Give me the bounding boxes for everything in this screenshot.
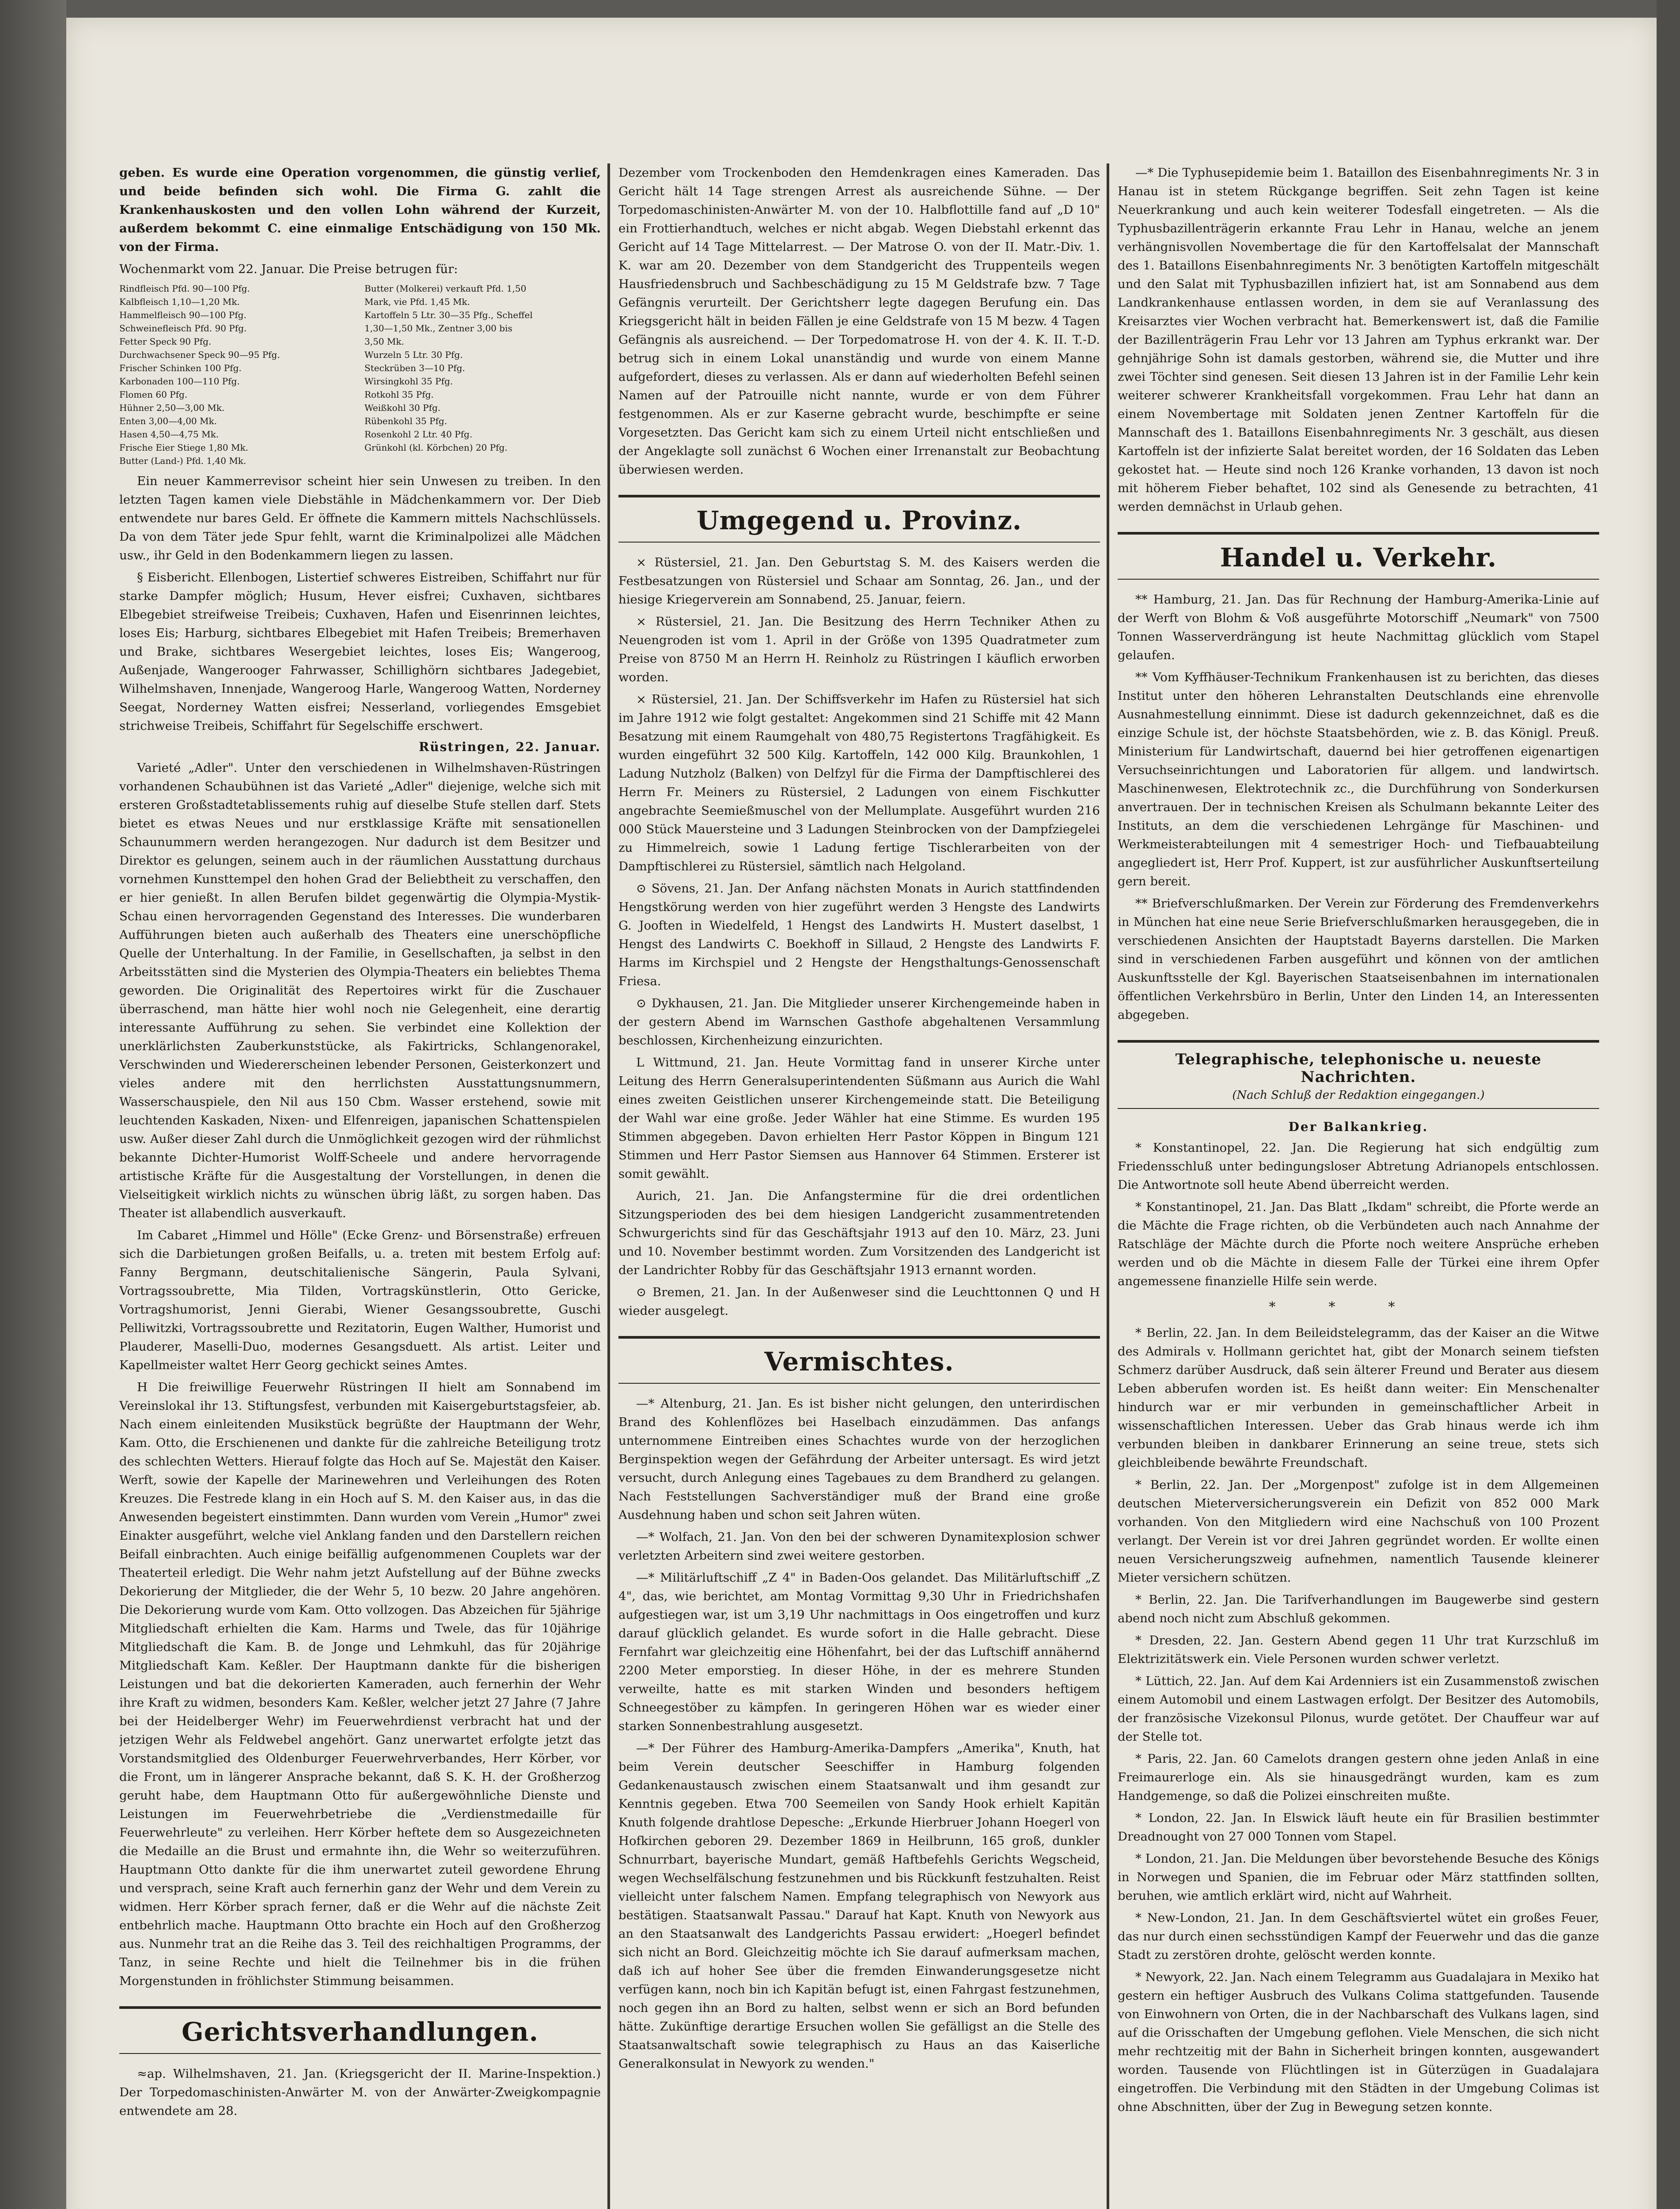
market-price-item: Karbonaden 100—110 Pfg. <box>119 376 240 387</box>
article-text: § Eisbericht. Ellenbogen, Listertief schweres Eistreiben, Schiffahrt nur für starke Dampfer möglich; Husum, Hever eisfrei; Cuxhaven, sichtbares Elbegebiet streifweise Treibeis; Cuxhaven, Hafen und Eisenrinnen leichtes, loses Eis; Harburg, sichtbares Elbegebiet mit Hafen Treibeis; Bremerhaven und Brake, sichtbares Wesergebiet leichtes, loses Eis; Wangeroog, Außenjade, Wangerooger Fahrwasser, Schillighörn sichtbares Jadegebiet, Wilhelmshaven, Innenjade, Wangeroog Harle, Wangeroog Watten, Norderney Seegat, Norderney Watten eisfrei; Nesserland, vorliegendes Emsgebiet strichweise Treibeis, Schiffahrt für Segelschiffe erschwert. <box>119 570 601 733</box>
article-text: * Konstantinopel, 21. Jan. Das Blatt „Ikdam" schreibt, die Pforte werde an die Mächte die Frage richten, ob die Verbündeten auch nach Annahme der Ratschläge der Mächte durch die Pforte noch weitere Ansprüche erheben werden und ob die Mächte in diesem Falle der Türkei eine ihrem Opfer angemessene finanzielle Hilfe sein werde. <box>1118 1200 1599 1288</box>
market-price-item: Rindfleisch Pfd. 90—100 Pfg. <box>119 283 250 294</box>
market-price-item: Steckrüben 3—10 Pfg. <box>364 363 465 373</box>
column-1 <box>119 163 601 2209</box>
article-text: * Berlin, 22. Jan. Die Tarifverhandlungen im Baugewerbe sind gestern abend noch nicht zum Abschluß gekommen. <box>1118 1593 1599 1625</box>
market-price-item: Hühner 2,50—3,00 Mk. <box>119 402 225 413</box>
market-price-item: Frische Eier Stiege 1,80 Mk. <box>119 442 248 453</box>
article-text: * London, 22. Jan. In Elswick läuft heute ein für Brasilien bestimmter Dreadnought von 27 000 Tonnen vom Stapel. <box>1118 1811 1599 1844</box>
article-text: —* Die Typhusepidemie beim 1. Bataillon des Eisenbahnregiments Nr. 3 in Hanau ist in stetem Rückgange begriffen. Seit zehn Tagen ist keine Neuerkrankung und auch kein weiterer Todesfall eingetreten. — Als die Typhusbazillenträgerin erkannte Frau Lehr in Hanau, welche an jenem verhängnisvollen Novembertage die für den Kartoffelsalat der Mannschaft des 1. Bataillons Eisenbahnregiments Nr. 3 benötigten Kartoffeln mitgeschält und den Salat mit Typhusbazillen infiziert hat, ist am Sonnabend aus dem Landkrankenhause entlassen worden, in dem sie auf Veranlassung des Kreisarztes vier Wochen verbracht hat. Bemerkenswert ist, daß die Familie der Bazillenträgerin Frau Lehr vor 13 Jahren am Typhus erkrankt war. Der gehnjährige Sohn ist damals gestorben, während sie, die Mutter und ihre zwei Töchter sind genesen. Seit diesen 13 Jahren ist in der Familie Lehr kein weiterer schwerer Krankheitsfall vorgekommen. Frau Lehr hat dann an einem Novembertage mit Soldaten jenen Zentner Kartoffeln für die Mannschaft des 1. Bataillons Eisenbahnregiments Nr. 3 geschält, aus diesen Kartoffeln ist der infizierte Salat bereitet worden, der 16 Soldaten das Leben gekostet hat. — Heute sind noch 126 Kranke vorhanden, 13 davon ist noch mit höherem Fieber behaftet, 102 sind als Genesende zu betrachten, 41 werden demnächst in Urlaub gehen. <box>1118 166 1599 514</box>
market-price-item: Wurzeln 5 Ltr. 30 Pfg. <box>364 349 463 360</box>
article-text: × Rüstersiel, 21. Jan. Den Geburtstag S. M. des Kaisers werden die Festbesatzungen von Rüstersiel und Schaar am Sonntag, 26. Jan., und der hiesige Kriegerverein am Sonnabend, 25. Januar, feiern. <box>618 555 1100 607</box>
article-text: × Rüstersiel, 21. Jan. Der Schiffsverkehr im Hafen zu Rüstersiel hat sich im Jahre 1912 wie folgt gestaltet: Angekommen sind 21 Schiffe mit 42 Mann Besatzung mit einem Raumgehalt von 480,75 Registertons Tragfähigkeit. Es wurden eingeführt 32 500 Kilg. Kartoffeln, 142 000 Kilg. Braunkohlen, 1 Ladung Nutzholz (Balken) von Delfzyl für die Firma der Dampftischlerei des Herrn Fr. Meiners zu Rüstersiel, 2 Ladungen von einem Fischkutter angebrachte Seemießmuschel von der Mellumplate. Ausgeführt wurden 216 000 Stück Mauersteine und 3 Ladungen Steinbrocken von der Dampfziegelei zu Himmelreich, sowie 1 Ladung fertige Tischlerarbeiten von der Dampftischlerei zu Rüstersiel, sämtlich nach Helgoland. <box>618 692 1100 873</box>
market-price-item: Rotkohl 35 Pfg. <box>364 389 434 400</box>
market-price-item: Hammelfleisch 90—100 Pfg. <box>119 310 247 320</box>
article-text: ⊙ Bremen, 21. Jan. In der Außenweser sind die Leuchttonnen Q und H wieder ausgelegt. <box>618 1285 1100 1318</box>
section-heading <box>119 2006 601 2054</box>
newspaper-page <box>66 18 1657 2209</box>
market-price-item: Butter (Molkerei) verkauft Pfd. 1,50 <box>364 283 527 294</box>
article-text: —* Wolfach, 21. Jan. Von den bei der schweren Dynamitexplosion schwer verletzten Arbeitern sind zwei weitere gestorben. <box>618 1530 1100 1563</box>
column-2 <box>618 163 1100 2209</box>
market-price-item: 1,30—1,50 Mk., Zentner 3,00 bis <box>364 323 512 334</box>
article-text: * Paris, 22. Jan. 60 Camelots drangen gestern ohne jeden Anlaß in eine Freimaurerloge ein. Als sie hinausgedrängt wurden, kam es zum Handgemenge, so daß die Polizei einschreiten mußte. <box>1118 1752 1599 1803</box>
section-heading <box>618 1336 1100 1384</box>
article-text: * Konstantinopel, 22. Jan. Die Regierung hat sich endgültig zum Friedensschluß unter bedingungsloser Abtretung Adrianopels entschlossen. Die Antwortnote soll heute Abend überreicht werden. <box>1118 1141 1599 1192</box>
market-price-item: Flomen 60 Pfg. <box>119 389 188 400</box>
market-price-item: Enten 3,00—4,00 Mk. <box>119 416 217 426</box>
article-text: H Die freiwillige Feuerwehr Rüstringen II hielt am Sonnabend im Vereinslokal ihr 13. Stiftungsfest, verbunden mit Kaisergeburtstagsfeier, ab. Nach einem einleitenden Musikstück begrüßte der Hauptmann der Wehr, Kam. Otto, die Erschienenen und dankte für die zahlreiche Beteiligung trotz des schlechten Wetters. Hierauf folgte das Hoch auf Se. Majestät den Kaiser. Werft, sowie der Kapelle der Marinewehren und Verleihungen des Roten Kreuzes. Die Festrede klang in ein Hoch auf S. M. den Kaiser aus, in das die Anwesenden begeistert einstimmten. Dann wurden vom Verein „Humor" zwei Einakter ausgeführt, welche viel Anklang fanden und den Darstellern reichen Beifall einbrachten. Auch einige beifällig aufgenommenen Couplets war der Theaterteil erledigt. Die Wehr nahm jetzt Aufstellung auf der Bühne zwecks Dekorierung der Mitglieder, die der Wehr 5, 10 bezw. 20 Jahre angehören. Die Dekorierung wurde vom Kam. Otto vollzogen. Das Abzeichen für 5jährige Mitgliedschaft erhielten die Kam. Harms und Twele, das für 10jährige Mitgliedschaft die Kam. B. de Jonge und Lehmkuhl, das für 20jährige Mitgliedschaft Kam. Keßler. Der Hauptmann dankte für die bisherigen Leistungen und bat die dekorierten Kameraden, auch fernerhin der Wehr ihre Kraft zu widmen, besonders Kam. Keßler, welcher jetzt 27 Jahre (7 Jahre bei der Heidelberger Wehr) im Feuerwehrdienst verbracht hat und der jetzigen Wehr als Feldwebel angehört. Ganz unerwartet erfolgte jetzt das Vorstandsmitglied des Oldenburger Feuerwehrverbandes, Herr Körber, vor die Front, um in längerer Ansprache bekannt, daß S. K. H. der Großherzog geruht habe, dem Hauptmann Otto für außergewöhnliche Dienste und Leistungen im Feuerwehrbetriebe die „Verdienstmedaille für Feuerwehrleute" zu verleihen. Herr Körber heftete dem so Ausgezeichneten die Medaille an die Brust und ermahnte ihn, die Wehr so weiterzuführen. Hauptmann Otto dankte für die ihm unerwartet zuteil gewordene Ehrung und versprach, seine Kraft auch fernerhin ganz der Wehr und dem Verein zu widmen. Herr Körber sprach ferner, daß er die Wehr auf die nächste Zeit entbehrlich mache. Hauptmann Otto brachte ein Hoch auf den Großherzog aus. Nunmehr trat an die Reihe das 3. Teil des reichhaltigen Programms, der Tanz, in seine Rechte und hielt die Teilnehmer bis in die frühen Morgenstunden in fröhlichster Stimmung beisammen. <box>119 1380 601 1988</box>
article-text: * New-London, 21. Jan. In dem Geschäftsviertel wütet ein großes Feuer, das nur durch einen sechsstündigen Kampf der Feuerwehr und das die ganze Stadt zu zerstören drohte, gelöscht werden konnte. <box>1118 1911 1599 1962</box>
market-title-text: Wochenmarkt vom 22. Januar. Die Preise betrugen für: <box>119 262 458 276</box>
section-heading-text: Handel u. Verkehr. <box>1220 543 1497 573</box>
column-rule <box>1107 163 1109 2209</box>
section-heading <box>618 495 1100 543</box>
market-price-item: Mark, vie Pfd. 1,45 Mk. <box>364 296 470 307</box>
article-text: ⊙ Sövens, 21. Jan. Der Anfang nächsten Monats in Aurich stattfindenden Hengstkörung werden von hier zugeführt werden 3 Hengste des Landwirts G. Jooften in Wiedelfeld, 1 Hengst des Landwirts H. Mustert daselbst, 1 Hengst des Landwirts C. Boekhoff in Sillaud, 2 Hengste des Landwirts F. Harms im Kirchspiel und 2 Hengste der Hengsthaltungs-Genossenschaft Friesa. <box>618 881 1100 988</box>
market-price-item: Butter (Land-) Pfd. 1,40 Mk. <box>119 455 247 466</box>
section-subheading: (Nach Schluß der Redaktion eingegangen.) <box>1232 1089 1485 1102</box>
article-text: L Wittmund, 21. Jan. Heute Vormittag fand in unserer Kirche unter Leitung des Herrn Generalsuperintendenten Süßmann aus Aurich die Wahl eines zweiten Geistlichen unserer Kirchengemeinde statt. Die Beteiligung der Wahl war eine große. Jeder Wähler hat eine Stimme. Es wurden 195 Stimmen abgegeben. Davon erhielten Herr Pastor Köppen in Bingum 121 Stimmen und Herr Pastor Siemsen aus Hannover 64 Stimmen. Ersterer ist somit gewählt. <box>618 1055 1100 1181</box>
market-price-item: Kartoffeln 5 Ltr. 30—35 Pfg., Scheffel <box>364 310 533 320</box>
market-price-item: Fetter Speck 90 Pfg. <box>119 336 212 347</box>
market-title <box>119 260 601 278</box>
article-text: Ein neuer Kammerrevisor scheint hier sein Unwesen zu treiben. In den letzten Tagen kamen viele Diebstähle in Mädchenkammern vor. Der Dieb entwendete nur bares Geld. Er öffnete die Kammern mittels Nachschlüssels. Da von dem Täter jede Spur fehlt, warnt die Kriminalpolizei alle Mädchen usw., ihr Geld in den Bodenkammern liegen zu lassen. <box>119 474 601 562</box>
article-text: geben. Es wurde eine Operation vorgenommen, die günstig verlief, und beide befinden sich wohl. Die Firma G. zahlt die Krankenhauskosten und den vollen Lohn während der Kurzeit, außerdem bekommt C. eine einmalige Entschädigung von 150 Mk. von der Firma. <box>119 166 601 254</box>
topic-heading: Der Balkankrieg. <box>1288 1120 1429 1134</box>
article-text: ⊙ Dykhausen, 21. Jan. Die Mitglieder unserer Kirchengemeinde haben in der gestern Abend im Warnschen Gasthofe abgehaltenen Versammlung beschlossen, Kirchenheizung einzurichten. <box>618 996 1100 1048</box>
section-heading-text: Umgegend u. Provinz. <box>696 505 1022 535</box>
market-price-list <box>119 282 601 467</box>
market-price-item: Wirsingkohl 35 Pfg. <box>364 376 453 387</box>
article-text: Im Cabaret „Himmel und Hölle" (Ecke Grenz- und Börsenstraße) erfreuen sich die Darbietungen großen Beifalls, u. a. treten mit bestem Erfolg auf: Fanny Bergmann, deutschitalienische Sängerin, Paula Sylvani, Vortragssoubrette, Mia Tilden, Vortragskünstlerin, Otto Gericke, Vortragshumorist, Jenni Gierabi, Wiener Gesangssoubrette, Guschi Pelliwitzki, Vortragssoubrette und Rezitatorin, Eugen Walther, Humorist und Plauderer, Maselli-Duo, modernes Gesangsduett. Als artist. Leiter und Kapellmeister waltet Herr Georg gechickt seines Amtes. <box>119 1228 601 1372</box>
article-text: * Dresden, 22. Jan. Gestern Abend gegen 11 Uhr trat Kurzschluß im Elektrizitätswerk ein. Viele Personen wurden schwer verletzt. <box>1118 1633 1599 1666</box>
article-text: —* Altenburg, 21. Jan. Es ist bisher nicht gelungen, den unterirdischen Brand des Kohlenflözes bei Haselbach einzudämmen. Das anfangs unternommene Eintreiben eines Schachtes wurde von der herzoglichen Berginspektion wegen der Gefährdung der Arbeiter untersagt. Es wird jetzt versucht, durch Anlegung eines Tagebaues zu dem Brandherd zu gelangen. Nach Feststellungen Sachverständiger muß der Brand eine große Ausdehnung haben und schon seit Jahren wüten. <box>618 1397 1100 1522</box>
article-text: × Rüstersiel, 21. Jan. Die Besitzung des Herrn Techniker Athen zu Neuengroden ist vom 1. April in der Größe von 1395 Quadratmeter zum Preise von 8750 M an Herrn H. Reinholz zu Rüstringen I käuflich erworben worden. <box>618 615 1100 684</box>
article-text: Varieté „Adler". Unter den verschiedenen in Wilhelmshaven-Rüstringen vorhandenen Schaubühnen ist das Varieté „Adler" diejenige, welche sich mit ersteren Großstadtetablissements ruhig auf dieselbe Stufe stellen darf. Stets bietet es etwas Neues und nur erstklassige Kräfte mit sensationellen Schaunummern werden herangezogen. Nur dadurch ist dem Besitzer und Direktor es gelungen, seinem auch in der räumlichen Ausstattung durchaus vornehmen Kunsttempel den hohen Grad der Beliebtheit zu verschaffen, den er hier genießt. In allen Berufen bildet gegenwärtig die Olympia-Mystik-Schau einen hervorragenden Gegenstand des Interesses. Die wunderbaren Aufführungen bieten auch außerhalb des Theaters eine unerschöpfliche Quelle der Unterhaltung. In der Familie, in Gesellschaften, ja selbst in den Arbeitsstätten sind die Mysterien des Olympia-Theaters ein beliebtes Thema geworden. Die Originalität des Repertoires wirkt für die Zuschauer überraschend, man hätte hier wohl noch nie Gelegenheit, eine derartig interessante Aufführung zu sehen. Sie verbindet eine Kollektion der unerklärlichsten Zauberkunststücke, als Fakirtricks, Schlangenorakel, Verschwinden und Wiedererscheinen lebender Personen, Geisterkonzert und vieles andere mit den herrlichsten Ausstattungsnummern, Wasserschauspiele, den Nil aus 150 Cbm. Wasser erstehend, sowie mit leuchtenden Kaskaden, Nixen- und Elfenreigen, japanischen Schattenspielen usw. Außer dieser Zahl durch die Unmöglichkeit gezogen wird der rühmlichst bekannte Dichter-Humorist Wolff-Scheele und andere hervorragende artistische Kräfte für die Ausgestaltung der Vorstellungen, in denen die Vielseitigkeit wirklich nichts zu wünschen übrig läßt, zu sorgen haben. Das Theater ist allabendlich ausverkauft. <box>119 761 601 1220</box>
column-rule <box>607 163 610 2209</box>
article-text: Dezember vom Trockenboden den Hemdenkragen eines Kameraden. Das Gericht hält 14 Tage strengen Arrest als ausreichende Sühne. — Der Torpedomaschinisten-Anwärter M. von der 10. Halbflottille fand auf „D 10" ein Frottierhandtuch, welches er nicht abgab. Wegen Diebstahl erkennt das Gericht auf 14 Tage Mittelarrest. — Der Matrose O. von der II. Matr.-Div. 1. K. war am 20. Dezember von dem Standgericht des Truppenteils wegen Hausfriedensbruch und Sachbeschädigung zu 15 M Geldstrafe bzw. 7 Tage Gefängnis verurteilt. Der Gerichtsherr legte dagegen Berufung ein. Das Kriegsgericht hält in beiden Fällen je eine Geldstrafe von 15 M bezw. 4 Tagen Gefängnis als ausreichend. — Der Torpedomatrose H. von der 4. K. II. T.-D. betrug sich in einem Lokal unanständig und wurde von einem Manne aufgefordert, dieses zu verlassen. Als er dann auf wiederholten Befehl seinen Namen auf der Patrouille nicht nannte, wurde er von dem Führer festgenommen. Als er zur Kaserne gebracht wurde, beschimpfte er seine Vorgesetzten. Das Gericht kam sich zu einem Urteil nicht entschließen und der Angeklagte soll zunächst 6 Wochen einer Irrenanstalt zur Beobachtung überwiesen werden. <box>618 166 1100 477</box>
scan-left-margin <box>0 0 66 2209</box>
article-text: ** Vom Kyffhäuser-Technikum Frankenhausen ist zu berichten, das dieses Institut unter den höheren Lehranstalten Deutschlands eine ehrenvolle Ausnahmestellung einnimmt. Diese ist dadurch gekennzeichnet, daß es die einzige Schule ist, der höchste Staatsbehörden, wie z. B. das Königl. Preuß. Ministerium für Landwirtschaft, dauernd bei hier getroffenen eigenartigen Versuchseinrichtungen und Laboratorien für allgem. und landwirtsch. Maschinenwesen, Elektrotechnik zc., die Durchführung von Sonderkursen anvertrauen. Der in technischen Kreisen als Schulmann bekannte Leiter des Instituts, an dem die verschiedenen Lehrgänge für Maschinen- und Werkmeisterabteilungen mit 4 semestriger Hoch- und Tiefbauabteilung angegliedert ist, Herr Prof. Kuppert, ist zur ausführlicher Auskunftserteilung gern bereit. <box>1118 670 1599 888</box>
article-text: —* Militärluftschiff „Z 4" in Baden-Oos gelandet. Das Militärluftschiff „Z 4", das, wie berichtet, am Montag Vormittag 9,30 Uhr in Friedrichshafen aufgestiegen war, ist um 3,19 Uhr nachmittags in Oos eingetroffen und kurz darauf glücklich gelandet. Es wurde sofort in die Halle gebracht. Diese Fernfahrt war gleichzeitig eine Höhenfahrt, bei der das Luftschiff annähernd 2200 Meter emporstieg. In dieser Höhe, in der es mehrere Stunden verweilte, hatte es mit starken Winden und besonders heftigem Schneegestöber zu kämpfen. In geringeren Höhen war es wieder einer starken Sonnenbestrahlung ausgesetzt. <box>618 1571 1100 1733</box>
section-heading-text: Telegraphische, telephonische u. neueste Nachrichten. <box>1175 1051 1542 1086</box>
article-text: ** Hamburg, 21. Jan. Das für Rechnung der Hamburg-Amerika-Linie auf der Werft von Blohm & Voß ausgeführte Motorschiff „Neumark" von 7500 Tonnen Wasserverdrängung ist heute Nachmittag glücklich vom Stapel gelaufen. <box>1118 592 1599 662</box>
section-heading <box>1118 532 1599 580</box>
article-text: —* Der Führer des Hamburg-Amerika-Dampfers „Amerika", Knuth, hat beim Verein deutscher Seeschiffer in Hamburg folgenden Gedankenaustausch zwischen einem Staatsanwalt und ihm gesandt zur Kenntnis gegeben. Etwa 700 Seemeilen von Sandy Hook erhielt Kapitän Knuth folgende drahtlose Depesche: „Erkunde Hierbruer Johann Hoegerl von Hofkirchen geboren 29. Dezember 1869 in Heilbrunn, 165 groß, dunkler Schnurrbart, bayerische Mundart, gemäß Haftbefehls Gerichts Wegscheid, wegen Wechselfälschung festzunehmen und bis Rückkunft festzuhalten. Reist vielleicht unter falschem Namen. Empfang telegraphisch von Newyork aus bestätigen. Staatsanwalt Passau." Darauf hat Kapt. Knuth von Newyork aus an den Staatsanwalt des Landgerichts Passau erwidert: „Hoegerl befindet sich nicht an Bord. Gleichzeitig möchte ich Sie darauf aufmerksam machen, daß ich auf hoher See über die fremden Einwanderungsgesetze nicht verfügen kann, noch bin ich Kapitän befugt ist, einen Fahrgast festzunehmen, noch gegen ihn an Bord zu halten, selbst wenn er sich an Bord befunden hätte. Zukünftige derartige Ersuchen wollen Sie gefälligst an die Stelle des Staatsanwaltschaft sowie telegraphisch zu Haus an das Kaiserliche Generalkonsulat in Newyork zu wenden." <box>618 1741 1100 2071</box>
section-heading <box>1118 1040 1599 1109</box>
asterism-divider: *** <box>1269 1299 1448 1315</box>
market-price-item <box>364 454 601 467</box>
article-text: ** Briefverschlußmarken. Der Verein zur Förderung des Fremdenverkehrs in München hat eine neue Serie Briefverschlußmarken herausgegeben, die in verschiedenen Ansichten der Hauptstadt Bayerns darstellen. Die Marken sind in verschiedenen Farben ausgeführt und können von der amtlichen Auskunftsstelle der Kgl. Bayerischen Staatseisenbahnen im internationalen öffentlichen Verkehrsbüro in Berlin, Unter den Linden 14, an Interessenten abgegeben. <box>1118 896 1599 1022</box>
market-price-item: Rübenkohl 35 Pfg. <box>364 416 447 426</box>
article-text: * Newyork, 22. Jan. Nach einem Telegramm aus Guadalajara in Mexiko hat gestern ein heftiger Ausbruch des Vulkans Colima stattgefunden. Tausende von Einwohnern von Orten, die in der Nachbarschaft des Vulkans lagen, sind auf die Orisschaften der Umgebung geflohen. Viele Menschen, die sich nicht mehr rechtzeitig mit der Bahn in Sicherheit bringen konnten, ausgewandert worden. Tausende von Flüchtlingen ist in Güterzügen in Guadalajara eingetroffen. Die Verbindung mit den Städten in der Umgebung Colimas ist ohne Abschnitten, über der Zug in Bewegung setzen konnte. <box>1118 1970 1599 2114</box>
market-price-item: Kalbfleisch 1,10—1,20 Mk. <box>119 296 240 307</box>
market-price-item: Frischer Schinken 100 Pfg. <box>119 363 242 373</box>
market-price-item: Rosenkohl 2 Ltr. 40 Pfg. <box>364 429 473 440</box>
market-price-item: Weißkohl 30 Pfg. <box>364 402 441 413</box>
market-price-item: Durchwachsener Speck 90—95 Pfg. <box>119 349 280 360</box>
section-heading-text: Vermischtes. <box>764 1347 954 1377</box>
article-text: Aurich, 21. Jan. Die Anfangstermine für die drei ordentlichen Sitzungsperioden des bei dem hiesigen Landgericht zusammentretenden Schwurgerichts sind für das Geschäftsjahr 1913 auf den 10. März, 23. Juni und 10. November bestimmt worden. Zum Vorsitzenden des Landgericht ist der Landrichter Robby für das Geschäftsjahr 1913 ernannt worden. <box>618 1189 1100 1277</box>
market-price-item: 3,50 Mk. <box>364 336 404 347</box>
market-price-item: Schweinefleisch Pfd. 90 Pfg. <box>119 323 247 334</box>
column-3 <box>1118 163 1599 2209</box>
market-price-item: Hasen 4,50—4,75 Mk. <box>119 429 219 440</box>
article-text: * Berlin, 22. Jan. In dem Beileidstelegramm, das der Kaiser an die Witwe des Admirals v. Hollmann gerichtet hat, gibt der Monarch seinem tiefsten Schmerz darüber Ausdruck, daß sein älterer Freund und Berater aus diesem Leben abberufen worden ist. Es heißt dann weiter: Ein Menschenalter hindurch war er mir verbunden in gemeinschaftlicher Arbeit in wissenschaftlichen Interessen. Ueber das Grab hinaus werde ich ihm verbunden bleiben in dankbarer Erinnerung an seine treue, stets sich gleichbleibende bewährte Freundschaft. <box>1118 1326 1599 1470</box>
article-text: * Berlin, 22. Jan. Der „Morgenpost" zufolge ist in dem Allgemeinen deutschen Mieterversicherungsverein ein Defizit von 852 000 Mark vorhanden. Von den Mitgliedern wird eine Nachschuß von 100 Prozent verlangt. Der Verein ist vor drei Jahren gegründet worden. Er wollte einen neuen Versicherungszweig aufnehmen, namentlich Tausende kleinerer Mieter versichern schützen. <box>1118 1478 1599 1585</box>
dateline: Rüstringen, 22. Januar. <box>419 740 601 754</box>
scan-right-margin <box>1657 0 1680 2209</box>
section-heading-text: Gerichtsverhandlungen. <box>182 2017 539 2047</box>
article-text: ≈ap. Wilhelmshaven, 21. Jan. (Kriegsgericht der II. Marine-Inspektion.) Der Torpedomaschinisten-Anwärter M. von der Anwärter-Zweigkompagnie entwendete am 28. <box>119 2067 601 2118</box>
market-price-item: Grünkohl (kl. Körbchen) 20 Pfg. <box>364 442 508 453</box>
article-text: * Lüttich, 22. Jan. Auf dem Kai Ardenniers ist ein Zusammenstoß zwischen einem Automobil und einem Lastwagen erfolgt. Der Besitzer des Automobils, der französische Vizekonsul Pilonus, wurde getötet. Der Chauffeur war auf der Stelle tot. <box>1118 1674 1599 1744</box>
article-text: * London, 21. Jan. Die Meldungen über bevorstehende Besuche des Königs in Norwegen und Spanien, die im Februar oder März stattfinden sollten, beruhen, wie amtlich erklärt wird, nicht auf Wahrheit. <box>1118 1852 1599 1903</box>
